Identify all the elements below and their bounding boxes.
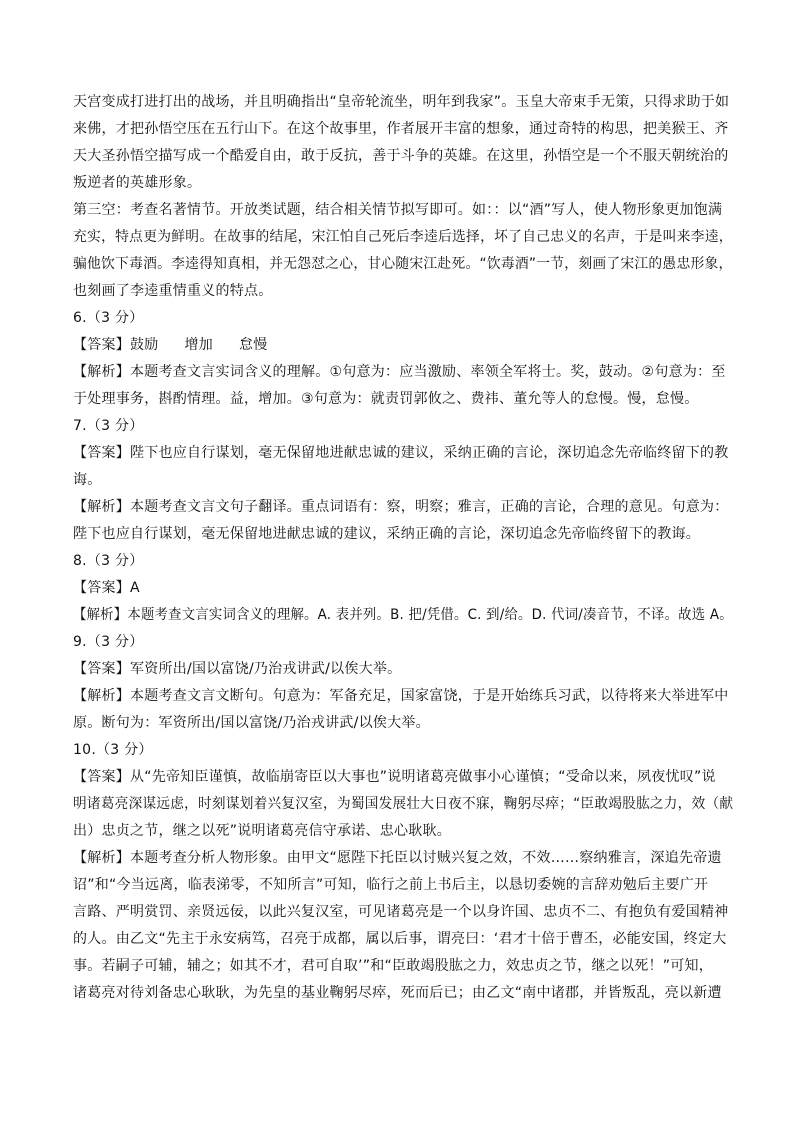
question-number: 10.（3 分） bbox=[73, 742, 153, 758]
text-line: 明诸葛亮深谋远虑，时刻谋划着兴复汉室，为蜀国发展壮大日夜不寐，鞠躬尽瘁；“臣敢竭股肱之力，效（献 bbox=[73, 796, 734, 812]
text-line: 充实，特点更为鲜明。在故事的结尾，宋江怕自己死后李逵后选择，坏了自己忠义的名声，于是叫来李逵， bbox=[73, 229, 733, 245]
text-line: 【答案】军资所出/国以富饶/乃治戎讲武/以俟大举。 bbox=[73, 661, 402, 677]
text-line: 骗他饮下毒酒。李逵得知真相，并无怨怼之心，甘心随宋江赴死。“饮毒酒”一节，刻画了宋江的愚忠形象， bbox=[73, 256, 733, 272]
answer-word: 怠慢 bbox=[239, 337, 268, 353]
text-line: 【解析】本题考查文言实词含义的理解。A. 表并列。B. 把/凭借。C. 到/给。D. 代词/凑音节，不译。故选 A。 bbox=[73, 607, 733, 623]
question-number: 6.（3 分） bbox=[73, 310, 144, 326]
text-line: 诸葛亮对待刘备忠心耿耿，为先皇的基业鞠躬尽瘁，死而后已；由乙文“南中诸郡，并皆叛乱，亮以新遭 bbox=[73, 985, 722, 1001]
question-number: 7.（3 分） bbox=[73, 418, 144, 434]
text-line: 天宫变成打进打出的战场，并且明确指出“皇帝轮流坐，明年到我家”。玉皇大帝束手无策，只得求助于如 bbox=[73, 94, 730, 110]
text-line: 【解析】本题考查文言文断句。句意为：军备充足，国家富饶，于是开始练兵习武，以待将来大举进军中 bbox=[73, 688, 729, 704]
answer-text: 【答案】鼓励 bbox=[73, 337, 159, 353]
text-line: 【解析】本题考查文言实词含义的理解。①句意为：应当激励、率领全军将士。奖，鼓动。②句意为：至 bbox=[73, 364, 726, 380]
text-line: 陛下也应自行谋划，毫无保留地进献忠诚的建议，采纳正确的言论，深切追念先帝临终留下的教诲。 bbox=[73, 526, 700, 542]
question-number: 9.（3 分） bbox=[73, 634, 144, 650]
text-line: 也刻画了李逵重情重义的特点。 bbox=[73, 283, 273, 299]
text-line: 【答案】A bbox=[73, 580, 140, 596]
answer-line bbox=[73, 335, 268, 355]
text-line: 于处理事务，斟酌情理。益，增加。③句意为：就责罚郭攸之、费祎、董允等人的怠慢。慢，怠慢。 bbox=[73, 391, 699, 407]
text-line: 事。若嗣子可辅，辅之；如其不才，君可自取’”和“臣敢竭股肱之力，效忠贞之节，继之以死！”可知， bbox=[73, 958, 713, 974]
answer-word: 增加 bbox=[184, 337, 213, 353]
text-line: 言路、严明赏罚、亲贤远佞，以此兴复汉室，可见诸葛亮是一个以身许国、忠贞不二、有抱负有爱国精神 bbox=[73, 904, 729, 920]
text-line: 的人。由乙文“先主于永安病笃，召亮于成都，属以后事，谓亮曰：‘君才十倍于曹丕，必能安国，终定大 bbox=[73, 931, 727, 947]
text-line: 第三空：考查名著情节。开放类试题，结合相关情节拟写即可。如：：以“酒”写人，使人物形象更加饱满 bbox=[73, 202, 723, 218]
text-line: 叛逆者的英雄形象。 bbox=[73, 175, 202, 191]
text-line: 来佛，才把孙悟空压在五行山下。在这个故事里，作者展开丰富的想象，通过奇特的构思，把美猴王、齐 bbox=[73, 121, 729, 137]
question-number: 8.（3 分） bbox=[73, 553, 144, 569]
text-line: 【答案】陛下也应自行谋划，毫无保留地进献忠诚的建议，采纳正确的言论，深切追念先帝临终留下的教 bbox=[73, 445, 729, 461]
text-line: 原。断句为：军资所出/国以富饶/乃治戎讲武/以俟大举。 bbox=[73, 715, 430, 731]
text-line: 天大圣孙悟空描写成一个酷爱自由，敢于反抗，善于斗争的英雄。在这里，孙悟空是一个不服天朝统治的 bbox=[73, 148, 729, 164]
text-line: 出）忠贞之节，继之以死”说明诸葛亮信守承诺、忠心耿耿。 bbox=[73, 823, 452, 839]
text-line: 诲。 bbox=[73, 472, 102, 488]
text-line: 【解析】本题考查文言文句子翻译。重点词语有：察，明察；雅言，正确的言论，合理的意见。句意为： bbox=[73, 499, 729, 515]
text-line: 诏”和“今当远离，临表涕零，不知所言”可知，临行之前上书后主，以恳切委婉的言辞劝勉后主要广开 bbox=[73, 877, 709, 893]
text-line: 【答案】从“先帝知臣谨慎，故临崩寄臣以大事也”说明诸葛亮做事小心谨慎；“受命以来，夙夜忧叹”说 bbox=[73, 769, 716, 785]
text-line: 【解析】本题考查分析人物形象。由甲文“愿陛下托臣以讨贼兴复之效，不效……察纳雅言，深追先帝遗 bbox=[73, 850, 722, 866]
